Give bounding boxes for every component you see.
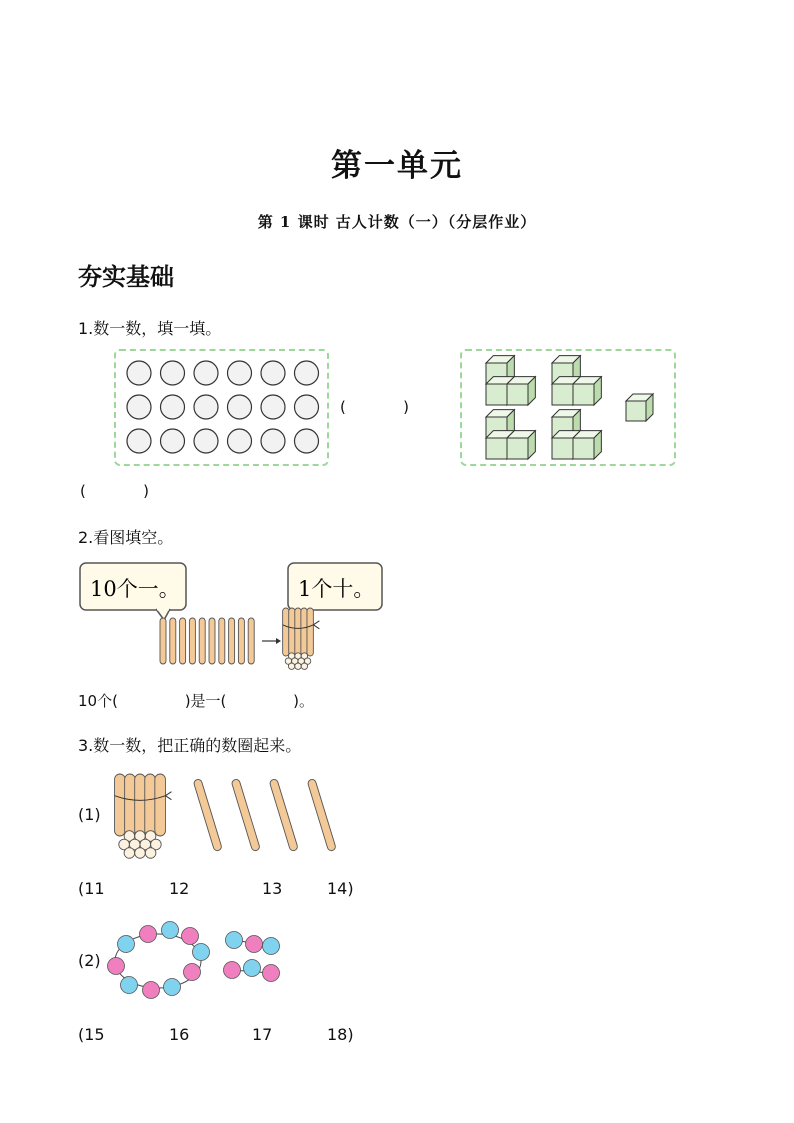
fill-sentence[interactable]: 10个( )是一( )。 — [78, 692, 315, 710]
circle-shape — [161, 429, 185, 453]
stick-shape — [248, 618, 254, 664]
bead — [226, 932, 243, 949]
circle-shape — [194, 429, 218, 453]
cubes-box — [460, 349, 676, 466]
slanted-stick — [193, 778, 222, 851]
circle-shape — [127, 429, 151, 453]
stick-shape — [283, 608, 289, 656]
stick-shape — [199, 618, 205, 664]
cube-shape — [486, 384, 507, 405]
bead — [140, 926, 157, 943]
circle-shape — [261, 395, 285, 419]
bead — [244, 960, 261, 977]
bead — [164, 979, 181, 996]
circle-shape — [228, 361, 252, 385]
part-2-label: (2) — [78, 951, 101, 970]
stick-shape — [231, 778, 260, 851]
stick-end — [124, 848, 135, 859]
stick-shape — [189, 618, 195, 664]
part-2-option-17[interactable]: 17 — [252, 1025, 273, 1044]
cube-shape — [552, 384, 573, 405]
stick-end — [301, 663, 307, 669]
circle-shape — [127, 395, 151, 419]
stick-shape — [145, 774, 156, 836]
bead — [162, 922, 179, 939]
circle-shape — [127, 361, 151, 385]
slanted-stick — [307, 778, 336, 851]
stick-shape — [307, 778, 336, 851]
bead — [193, 944, 210, 961]
cube-shape — [626, 401, 646, 421]
part-1-option-11[interactable]: (11 — [78, 879, 105, 898]
bead — [224, 962, 241, 979]
stick-shape — [219, 618, 225, 664]
cube-shape — [507, 384, 528, 405]
part-1-option-14[interactable]: 14) — [327, 879, 354, 898]
stick-shape — [307, 608, 313, 656]
stick-shape — [193, 778, 222, 851]
question-2-prompt: 2.看图填空。 — [78, 528, 174, 547]
cubes-picture — [462, 351, 674, 464]
bead — [118, 936, 135, 953]
answer-blank-right[interactable]: ( ) — [340, 398, 409, 416]
bundle-and-sticks — [100, 766, 360, 866]
stick-shape — [229, 618, 235, 664]
stick-shape — [238, 618, 244, 664]
part-2-option-18[interactable]: 18) — [327, 1025, 354, 1044]
bubble-right-text: 1个十。 — [298, 577, 375, 601]
bead — [182, 928, 199, 945]
slanted-stick — [269, 778, 298, 851]
stick-shape — [180, 618, 186, 664]
question-3-prompt: 3.数一数，把正确的数圈起来。 — [78, 736, 302, 755]
circle-shape — [295, 429, 319, 453]
circle-shape — [161, 361, 185, 385]
circle-shape — [161, 395, 185, 419]
stick-shape — [115, 774, 126, 836]
part-1-option-12[interactable]: 12 — [169, 879, 190, 898]
stick-shape — [289, 608, 295, 656]
stick-shape — [160, 618, 166, 664]
part-1-option-13[interactable]: 13 — [262, 879, 283, 898]
stick-end — [145, 848, 156, 859]
stick-bundle — [283, 608, 320, 669]
circle-shape — [194, 395, 218, 419]
cube-shape — [486, 438, 507, 459]
sticks-illustration — [76, 558, 396, 670]
circles-box — [114, 349, 329, 466]
bubble-left-text: 10个一。 — [90, 577, 180, 601]
bead — [121, 977, 138, 994]
bead — [263, 965, 280, 982]
circle-shape — [194, 361, 218, 385]
part-2-option-16[interactable]: 16 — [169, 1025, 190, 1044]
stick-shape — [301, 608, 307, 656]
circle-shape — [261, 361, 285, 385]
stick-shape — [209, 618, 215, 664]
stick-end — [135, 848, 146, 859]
page-title: 第一单元 — [331, 148, 463, 184]
stick-shape — [135, 774, 146, 836]
circle-shape — [261, 429, 285, 453]
loose-sticks — [193, 778, 336, 851]
cube-shape — [507, 438, 528, 459]
stick-end — [288, 663, 294, 669]
answer-blank-left[interactable]: ( ) — [80, 482, 149, 500]
bead — [263, 938, 280, 955]
circle-shape — [295, 361, 319, 385]
slanted-stick — [231, 778, 260, 851]
section-title: 夯实基础 — [78, 262, 174, 291]
ten-loose-sticks — [160, 618, 254, 664]
bead — [108, 958, 125, 975]
circle-shape — [228, 395, 252, 419]
beads-picture — [100, 912, 290, 1004]
cube-shape — [552, 438, 573, 459]
circles-grid — [116, 351, 327, 464]
question-1-prompt: 1.数一数，填一填。 — [78, 319, 222, 338]
stick-shape — [295, 608, 301, 656]
part-2-option-15[interactable]: (15 — [78, 1025, 105, 1044]
stick-shape — [125, 774, 136, 836]
stick-shape — [170, 618, 176, 664]
bead — [143, 982, 160, 999]
cube-shape — [573, 384, 594, 405]
part-1-label: (1) — [78, 805, 101, 824]
bead — [246, 936, 263, 953]
circle-shape — [295, 395, 319, 419]
stick-bundle-large — [115, 774, 172, 858]
stick-shape — [269, 778, 298, 851]
beads-group — [108, 922, 280, 999]
circle-shape — [228, 429, 252, 453]
lesson-subtitle: 第 1 课时 古人计数（一）（分层作业） — [257, 213, 537, 231]
cube-shape — [573, 438, 594, 459]
stick-shape — [155, 774, 166, 836]
bead — [184, 964, 201, 981]
stick-end — [295, 663, 301, 669]
